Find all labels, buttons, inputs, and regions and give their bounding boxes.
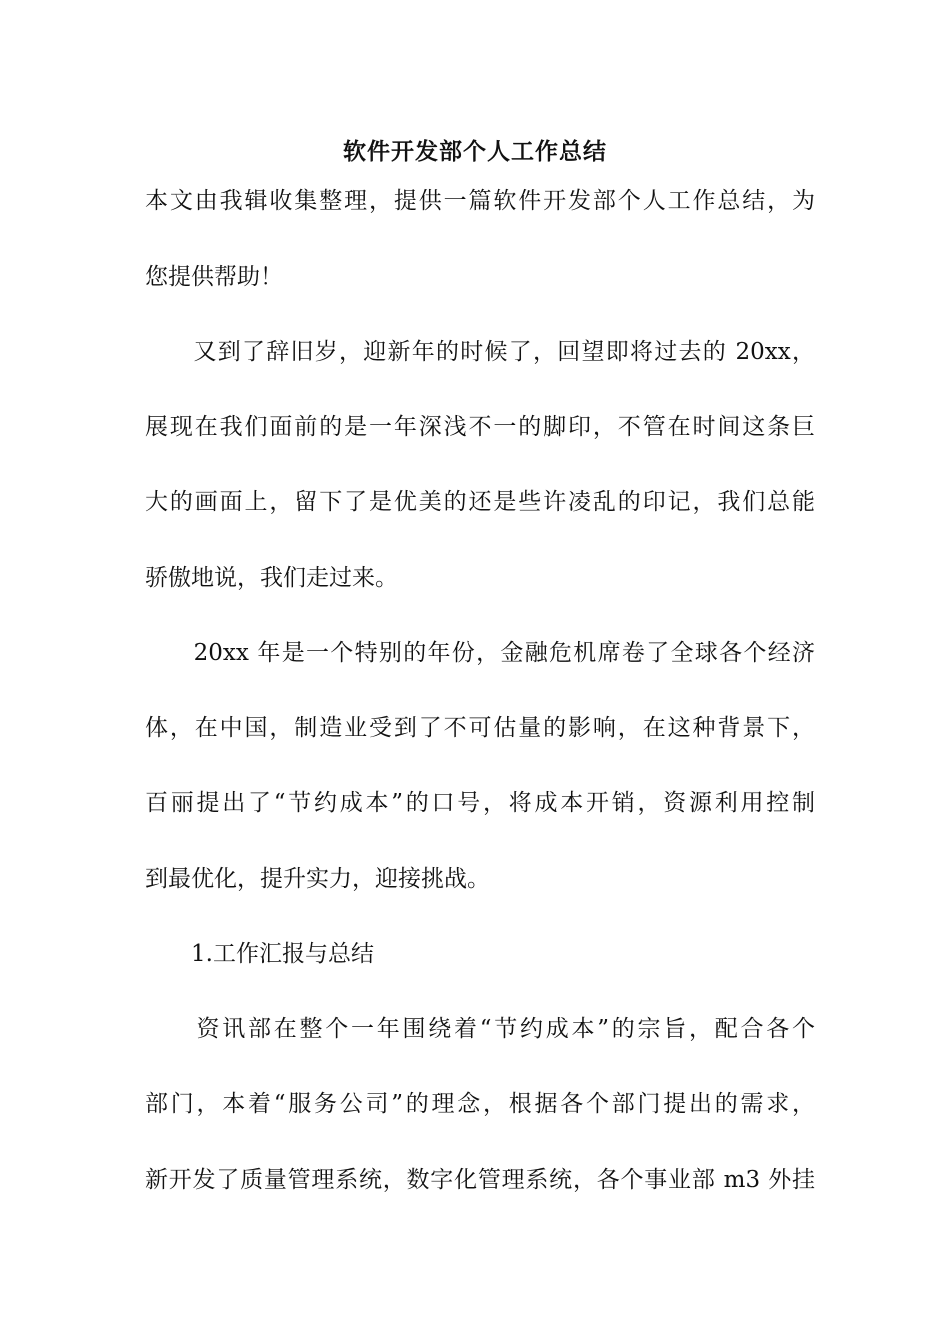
text-line-12: 资讯部在整个一年围绕着“节约成本”的宗旨，配合各个 bbox=[145, 1016, 815, 1042]
text-line-9: 百丽提出了“节约成本”的口号，将成本开销，资源利用控制 bbox=[145, 790, 815, 816]
text-line-13: 部门，本着“服务公司”的理念，根据各个部门提出的需求， bbox=[145, 1091, 815, 1117]
text-line-8: 体，在中国，制造业受到了不可估量的影响，在这种背景下， bbox=[145, 715, 815, 741]
text-line-1: 本文由我辑收集整理，提供一篇软件开发部个人工作总结，为 bbox=[145, 188, 815, 214]
document-title: 软件开发部个人工作总结 bbox=[343, 138, 607, 165]
text-line-2: 您提供帮助！ bbox=[145, 264, 283, 290]
section-heading: 1.工作汇报与总结 bbox=[145, 941, 374, 967]
text-line-10: 到最优化，提升实力，迎接挑战。 bbox=[145, 866, 490, 892]
text-line-7: 20xx 年是一个特别的年份，金融危机席卷了全球各个经济 bbox=[145, 640, 815, 666]
text-line-4: 展现在我们面前的是一年深浅不一的脚印，不管在时间这条巨 bbox=[145, 414, 815, 440]
text-line-14: 新开发了质量管理系统，数字化管理系统，各个事业部 m3 外挂 bbox=[145, 1167, 815, 1193]
text-line-5: 大的画面上，留下了是优美的还是些许凌乱的印记，我们总能 bbox=[145, 489, 815, 515]
text-line-6: 骄傲地说，我们走过来。 bbox=[145, 565, 398, 591]
text-line-3: 又到了辞旧岁，迎新年的时候了，回望即将过去的 20xx， bbox=[145, 339, 815, 365]
